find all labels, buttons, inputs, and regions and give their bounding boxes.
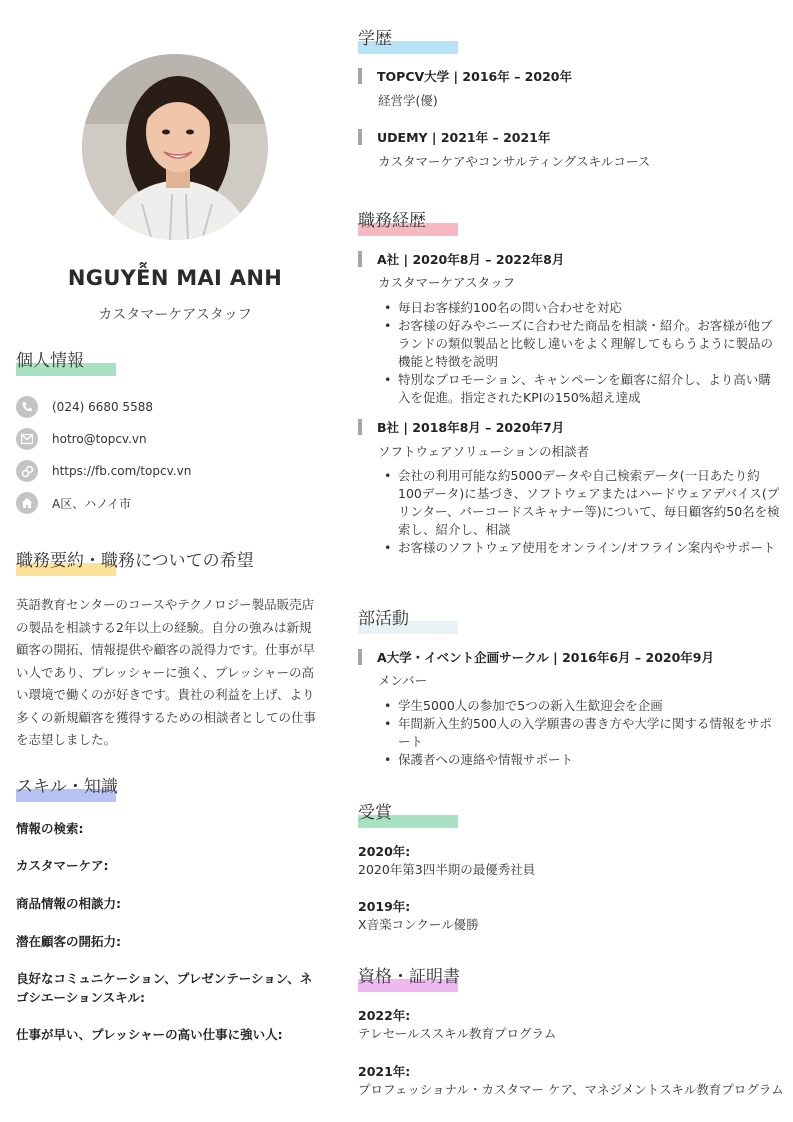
left-column	[0, 0, 330, 1122]
cert-text: テレセールススキル教育プログラム	[358, 1026, 557, 1041]
list-item: • 毎日お客様約100名の問い合わせを対応	[382, 299, 782, 317]
entry-marker	[358, 251, 362, 267]
skill-item: 仕事が早い、プレッシャーの高い仕事に強い人:	[16, 1027, 283, 1042]
email-value[interactable]: hotro@topcv.vn	[52, 432, 147, 446]
list-item: • お客様のソフトウェア使用をオンライン/オフライン案内やサポート	[382, 539, 782, 557]
bullet-list	[382, 697, 782, 769]
section-title: 受賞	[358, 803, 392, 823]
activity-entry-head	[358, 648, 714, 666]
experience-entry-head	[358, 250, 564, 268]
link-icon	[16, 460, 38, 482]
entry-subtitle: カスタマーケアスタッフ	[378, 275, 516, 290]
entry-marker	[358, 649, 362, 665]
avatar	[82, 54, 268, 240]
section-objective-heading	[16, 546, 254, 571]
section-activities-heading	[358, 604, 409, 629]
section-title: スキル・知識	[16, 777, 118, 797]
section-experience-heading	[358, 206, 426, 231]
summary-text: 英語教育センターのコースやテクノロジー製品販売店の製品を相談する2年以上の経験。自分の強みは新規顧客の開拓、情報提供や顧客の説得力です。仕事が早い人であり、プレッシャーに強く、プレッシャーの高い環境で働くのが好きです。貴社の利益を上げ、より多くの新規顧客を獲得するための相談者としての仕事を志望しました。	[16, 597, 317, 747]
entry-title: B社 | 2018年8月 – 2020年7月	[377, 420, 565, 435]
profile-name: NGUYỄN MAI ANH	[67, 266, 283, 290]
skill-item: 情報の検索:	[16, 821, 84, 836]
list-item: • 保護者への連絡や情報サポート	[382, 751, 782, 769]
list-item: • 年間新入生約500人の入学願書の書き方や大学に関する情報をサポート	[382, 715, 782, 751]
profile-title: カスタマーケアスタッフ	[98, 307, 252, 323]
award-year: 2020年:	[358, 844, 411, 859]
cert-year: 2021年:	[358, 1064, 411, 1079]
education-entry-head	[358, 128, 550, 146]
section-education-heading	[358, 24, 392, 49]
education-entry-head	[358, 67, 572, 85]
entry-marker	[358, 419, 362, 435]
list-item: • 学生5000人の参加で5つの新入生歓迎会を企画	[382, 697, 782, 715]
cert-year: 2022年:	[358, 1008, 411, 1023]
contact-email	[16, 428, 147, 450]
entry-title: A大学・イベント企画サークル | 2016年6月 – 2020年9月	[377, 650, 714, 665]
bullet-list	[382, 467, 782, 557]
experience-entry-head	[358, 418, 564, 436]
section-certs-heading	[358, 962, 460, 987]
entry-subtitle: ソフトウェアソリューションの相談者	[378, 444, 590, 459]
section-title: 部活動	[358, 609, 409, 629]
entry-title: A社 | 2020年8月 – 2022年8月	[377, 252, 565, 267]
skill-item: 良好なコミュニケーション、プレゼンテーション、ネゴシエーションスキル:	[16, 971, 313, 1005]
skill-item: 潜在顧客の開拓力:	[16, 934, 121, 949]
entry-subtitle: カスタマーケアやコンサルティングスキルコース	[378, 154, 651, 169]
section-personal-heading	[16, 346, 84, 371]
contact-address	[16, 492, 131, 514]
section-title: 職務要約・職務についての希望	[16, 551, 254, 571]
award-year: 2019年:	[358, 899, 411, 914]
list-item: • 特別なプロモーション、キャンペーンを顧客に紹介し、より高い購入を促進。指定されたKPIの150%超え達成	[382, 371, 782, 407]
section-title: 職務経歴	[358, 211, 426, 231]
award-text: 2020年第3四半期の最優秀社員	[358, 862, 536, 877]
home-icon	[16, 492, 38, 514]
phone-value: (024) 6680 5588	[52, 400, 153, 414]
section-title: 個人情報	[16, 351, 84, 371]
email-icon	[16, 428, 38, 450]
phone-icon	[16, 396, 38, 418]
section-skills-heading	[16, 772, 118, 797]
section-title: 学歴	[358, 29, 392, 49]
list-item: • 会社の利用可能な約5000データや自己検索データ(一日あたり約100データ)に基づき、ソフトウェアまたはハードウェアデバイス(プリンター、バーコードスキャナー等)について、毎日顧客約50名を検索し、紹介し、相談	[382, 467, 782, 539]
entry-title: TOPCV大学 | 2016年 – 2020年	[377, 69, 572, 84]
address-value: A区、ハノイ市	[52, 496, 132, 511]
contact-phone	[16, 396, 153, 418]
entry-marker	[358, 129, 362, 145]
right-column	[358, 0, 784, 1122]
skill-item: 商品情報の相談力:	[16, 896, 121, 911]
link-value[interactable]: https://fb.com/topcv.vn	[52, 464, 192, 478]
entry-subtitle: メンバー	[378, 673, 428, 688]
section-awards-heading	[358, 798, 392, 823]
contact-link	[16, 460, 191, 482]
list-item: • お客様の好みやニーズに合わせた商品を相談・紹介。お客様が他ブランドの類似製品と比較し違いをよく理解してもらうように製品の機能と特徴を説明	[382, 317, 782, 371]
entry-marker	[358, 68, 362, 84]
cert-text: プロフェッショナル・カスタマー ケア、マネジメントスキル教育プログラム	[358, 1082, 784, 1097]
award-text: X音楽コンクール優勝	[358, 917, 479, 932]
entry-subtitle: 経営学(優)	[378, 93, 438, 108]
skill-item: カスタマーケア:	[16, 858, 109, 873]
section-title: 資格・証明書	[358, 967, 460, 987]
bullet-list	[382, 299, 782, 407]
entry-title: UDEMY | 2021年 – 2021年	[377, 130, 551, 145]
